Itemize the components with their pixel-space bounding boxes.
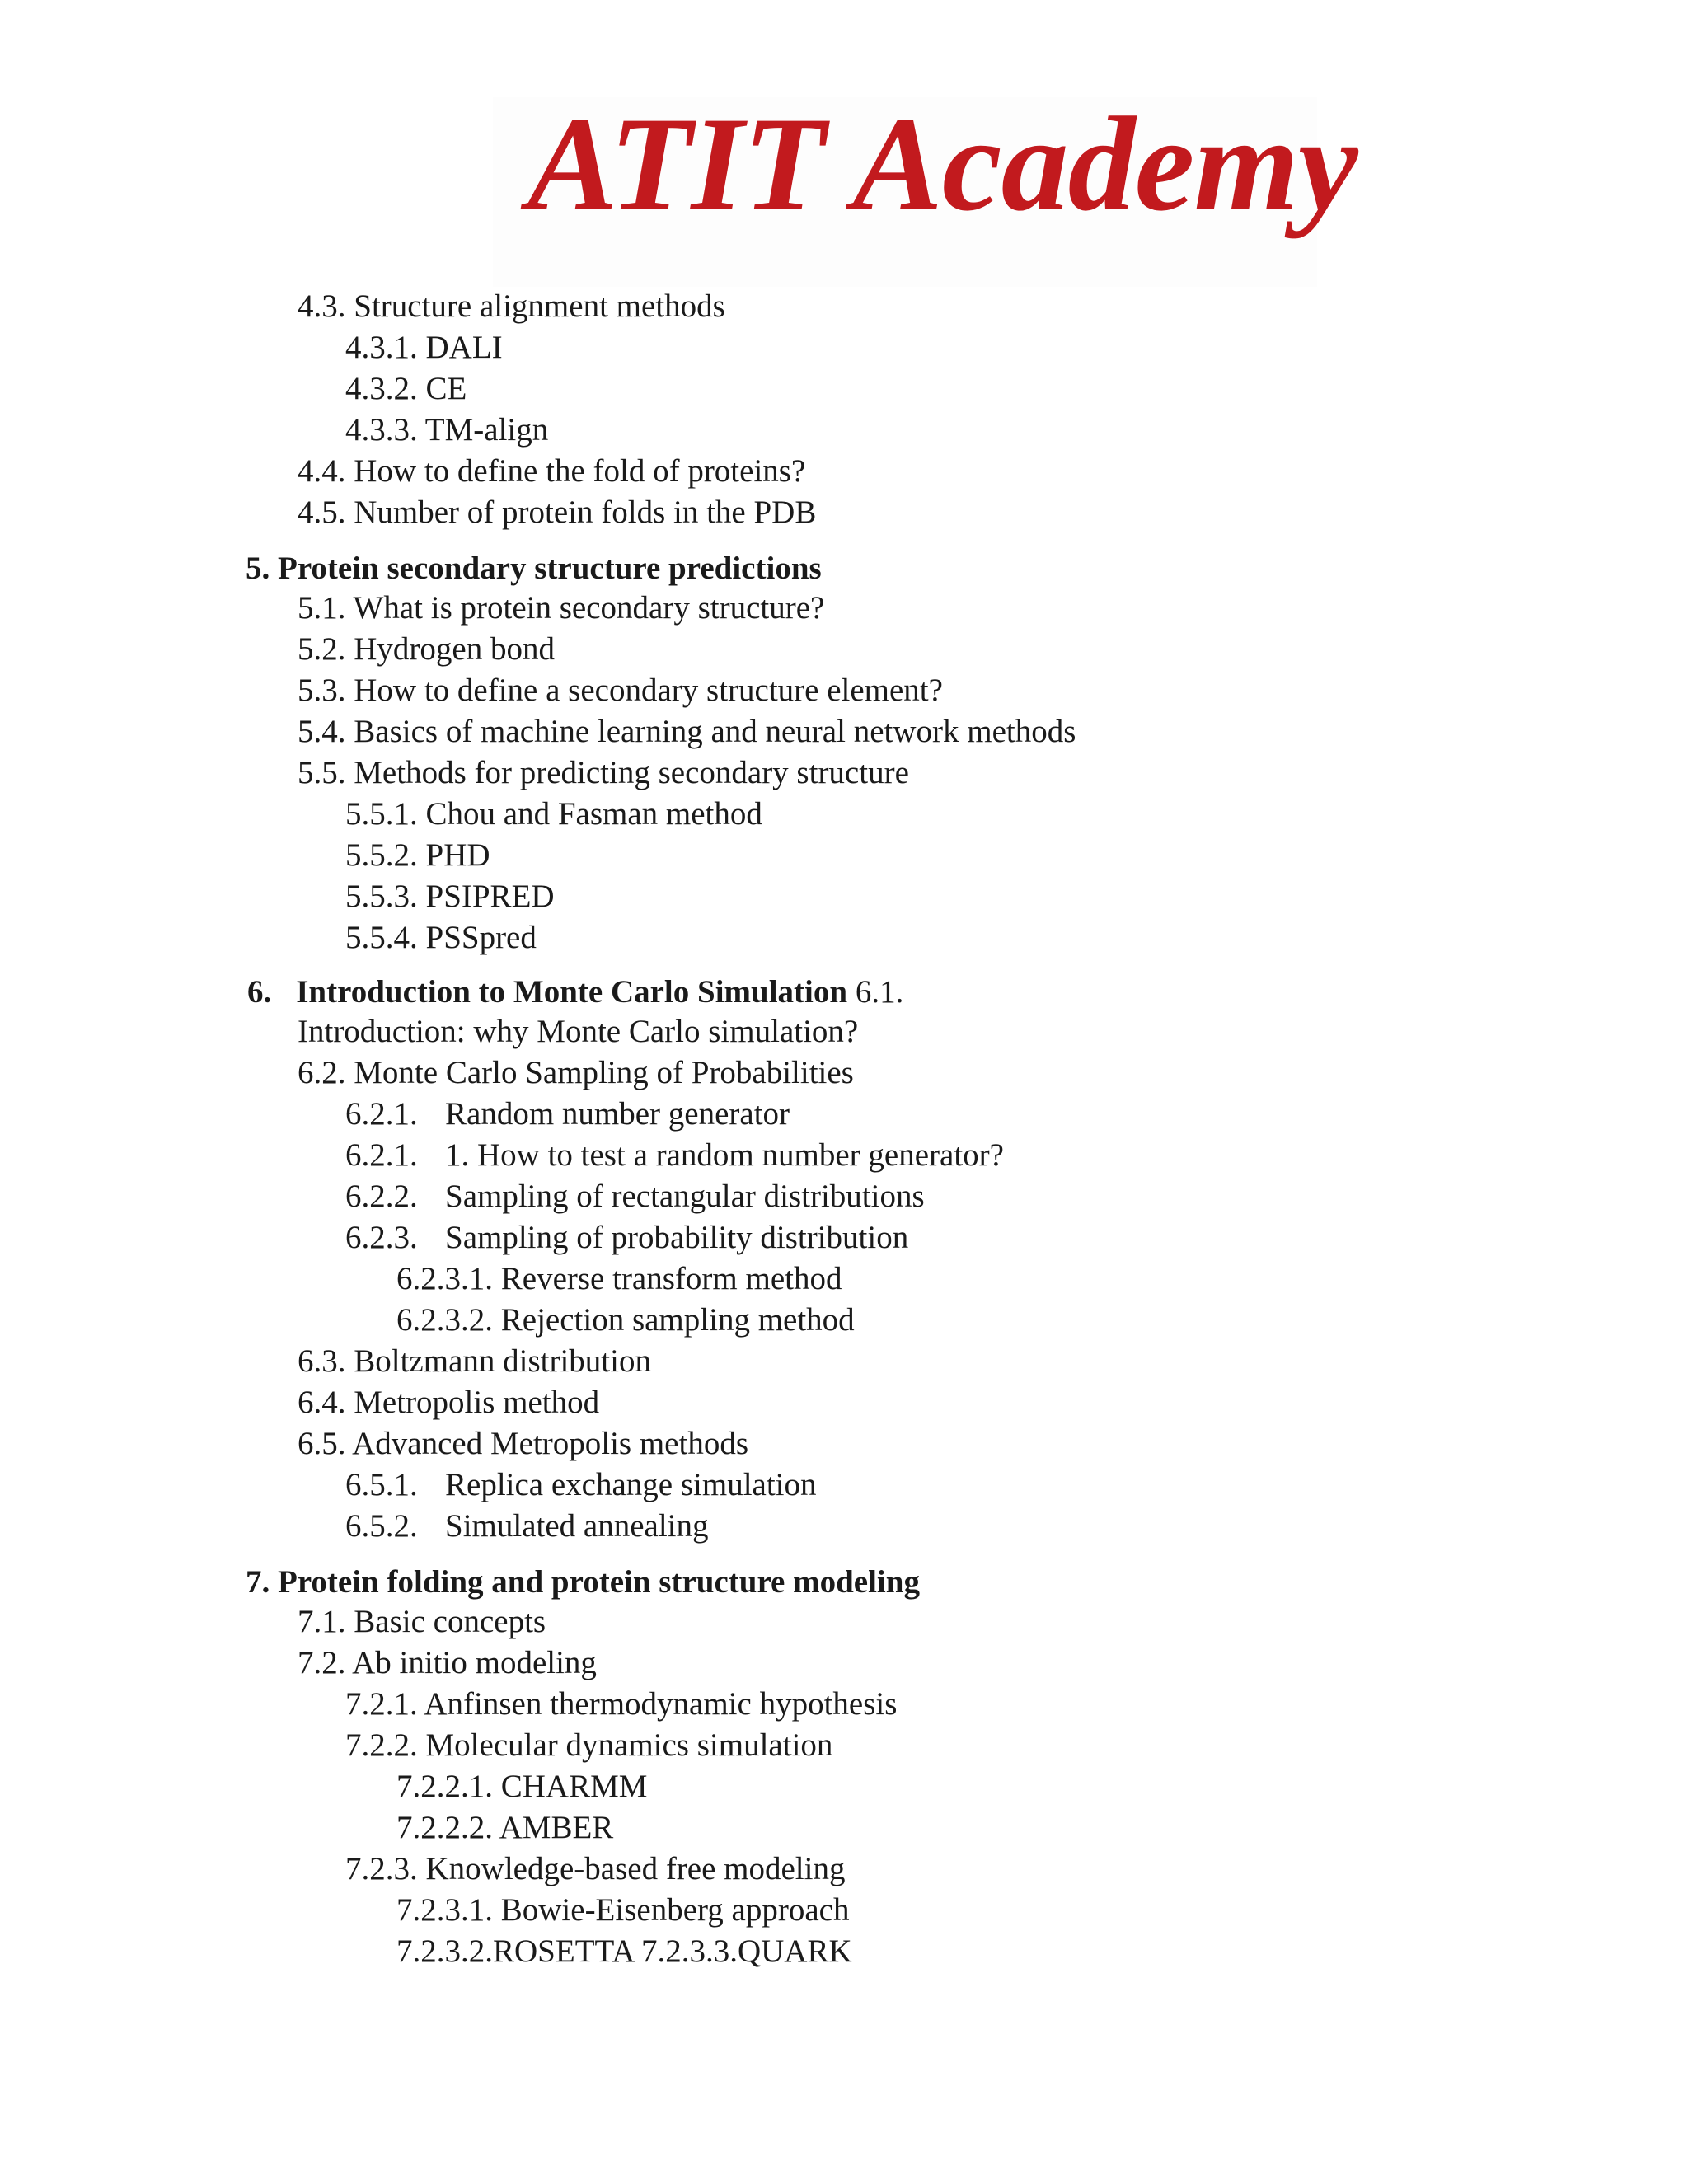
toc-item-6-2-3-1: 6.2.3.1. Reverse transform method (396, 1261, 842, 1296)
toc-label: Replica exchange simulation (445, 1467, 817, 1502)
toc-item-6-2-1-1 (345, 1139, 1004, 1171)
toc-item-4-3-2: 4.3.2. CE (345, 371, 467, 406)
toc-item-7-2-3: 7.2.3. Knowledge-based free modeling (345, 1851, 846, 1886)
toc-label: Random number generator (445, 1096, 790, 1132)
toc-item-4-3-1: 4.3.1. DALI (345, 330, 503, 365)
toc-item-5-5: 5.5. Methods for predicting secondary structure (298, 755, 909, 790)
toc-label: 1. How to test a random number generator? (445, 1137, 1004, 1173)
toc-item-6-4: 6.4. Metropolis method (298, 1385, 600, 1420)
toc-item-6-3: 6.3. Boltzmann distribution (298, 1343, 651, 1379)
toc-item-6-2-3 (345, 1221, 908, 1254)
toc-item-6-2-3-2: 6.2.3.2. Rejection sampling method (396, 1302, 855, 1338)
toc-item-6-2-2 (345, 1180, 925, 1212)
toc-heading-6-number: 6. (247, 974, 272, 1010)
toc-item-4-5: 4.5. Number of protein folds in the PDB (298, 494, 817, 530)
atit-academy-logo: ATIT Academy (528, 90, 1357, 239)
toc-heading-6-title: Introduction to Monte Carlo Simulation (296, 974, 848, 1010)
toc-label: Sampling of rectangular distributions (445, 1179, 925, 1214)
toc-item-4-3: 4.3. Structure alignment methods (298, 288, 725, 324)
toc-heading-5: 5. Protein secondary structure predictions (246, 551, 822, 586)
toc-item-7-2-2-1: 7.2.2.1. CHARMM (396, 1769, 648, 1804)
toc-item-5-5-2: 5.5.2. PHD (345, 837, 490, 873)
toc-label: Sampling of probability distribution (445, 1220, 909, 1255)
toc-item-7-2-2: 7.2.2. Molecular dynamics simulation (345, 1727, 833, 1763)
toc-item-7-2-3-2: 7.2.3.2.ROSETTA 7.2.3.3.QUARK (396, 1933, 852, 1969)
toc-number: 6.2.2. (345, 1179, 418, 1214)
toc-item-6-2: 6.2. Monte Carlo Sampling of Probabilities (298, 1055, 854, 1090)
toc-heading-7: 7. Protein folding and protein structure modeling (246, 1564, 920, 1600)
toc-item-5-5-4: 5.5.4. PSSpred (345, 920, 537, 955)
toc-item-6-5-1 (345, 1469, 817, 1501)
toc-label: Simulated annealing (445, 1508, 709, 1544)
toc-item-6-1-number: 6.1. (855, 974, 904, 1010)
toc-item-7-1: 7.1. Basic concepts (298, 1604, 546, 1639)
toc-item-5-5-3: 5.5.3. PSIPRED (345, 879, 555, 914)
toc-number: 6.5.2. (345, 1508, 418, 1544)
toc-item-6-1: Introduction: why Monte Carlo simulation? (298, 1014, 859, 1049)
toc-number: 6.2.1. (345, 1096, 418, 1132)
toc-heading-6 (247, 976, 903, 1008)
toc-item-6-5: 6.5. Advanced Metropolis methods (298, 1426, 749, 1461)
toc-item-5-3: 5.3. How to define a secondary structure element? (298, 673, 943, 708)
toc-item-7-2-1: 7.2.1. Anfinsen thermodynamic hypothesis (345, 1686, 898, 1722)
toc-item-7-2-2-2: 7.2.2.2. AMBER (396, 1810, 614, 1845)
toc-item-4-4: 4.4. How to define the fold of proteins? (298, 453, 806, 489)
toc-item-7-2-3-1: 7.2.3.1. Bowie-Eisenberg approach (396, 1892, 850, 1928)
toc-number: 6.2.3. (345, 1220, 418, 1255)
toc-item-5-1: 5.1. What is protein secondary structure? (298, 590, 825, 626)
toc-item-6-5-2 (345, 1510, 709, 1542)
toc-item-5-4: 5.4. Basics of machine learning and neural network methods (298, 714, 1076, 749)
toc-item-7-2: 7.2. Ab initio modeling (298, 1645, 597, 1680)
toc-item-4-3-3: 4.3.3. TM-align (345, 412, 549, 448)
toc-number: 6.5.1. (345, 1467, 418, 1502)
toc-item-5-5-1: 5.5.1. Chou and Fasman method (345, 796, 762, 832)
toc-number: 6.2.1. (345, 1137, 418, 1173)
toc-item-6-2-1 (345, 1098, 790, 1130)
toc-item-5-2: 5.2. Hydrogen bond (298, 631, 555, 667)
